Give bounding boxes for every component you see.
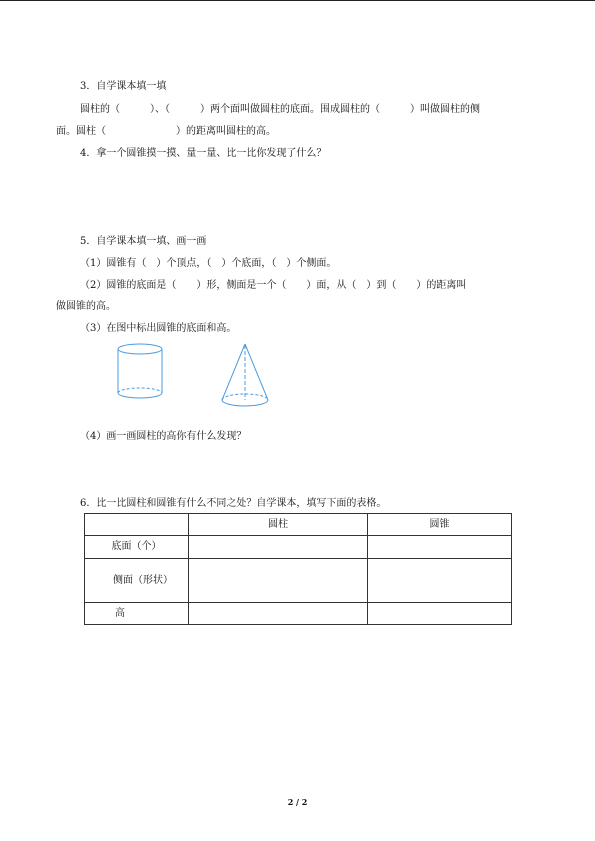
- row-label-base: 底面（个）: [85, 536, 189, 559]
- table-row: [85, 559, 512, 603]
- q4-title: 4．拿一个圆锥摸一摸、量一量、比一比你发现了什么？: [80, 148, 327, 159]
- table-header-cone: 圆锥: [368, 514, 512, 536]
- page-top-rule: [0, 0, 595, 1]
- row-label-side-text: 侧面（形状）: [113, 574, 173, 586]
- comparison-table: [84, 513, 512, 625]
- q6-title: 6．比一比圆柱和圆锥有什么不同之处？自学课本，填写下面的表格。: [80, 498, 387, 509]
- table-header-cell: [85, 514, 189, 536]
- q5-part2-line2: 做圆锥的高。: [56, 301, 116, 312]
- q3-title: 3．自学课本填一填: [80, 81, 167, 92]
- row-label-height: [85, 603, 189, 625]
- q5-part3: （3）在图中标出圆锥的底面和高。: [80, 323, 237, 334]
- row-label-side: [85, 559, 189, 603]
- table-cell-input[interactable]: [368, 536, 512, 559]
- cone-figure: [218, 340, 274, 414]
- table-cell-input[interactable]: [189, 559, 368, 603]
- table-cell-input[interactable]: [368, 559, 512, 603]
- table-cell-input[interactable]: [189, 603, 368, 625]
- q3-line1: 圆柱的（ ）、（ ）两个面叫做圆柱的底面。围成圆柱的（ ）叫做圆柱的侧: [80, 104, 480, 115]
- table-row: [85, 603, 512, 625]
- table-header-cylinder: 圆柱: [189, 514, 368, 536]
- q5-part1: （1）圆锥有（ ）个顶点，（ ）个底面，（ ）个侧面。: [80, 258, 337, 269]
- q5-part4: （4）画一画圆柱的高你有什么发现？: [80, 431, 247, 442]
- cylinder-figure: [112, 340, 168, 404]
- page-number: 2 / 2: [287, 797, 308, 807]
- table-row: [85, 536, 512, 559]
- table-cell-input[interactable]: [368, 603, 512, 625]
- table-header-row: [85, 514, 512, 536]
- row-label-height-text: 高: [115, 607, 125, 619]
- table-cell-input[interactable]: [189, 536, 368, 559]
- q5-part2-line1: （2）圆锥的底面是（ ）形，侧面是一个（ ）面，从（ ）到（ ）的距离叫: [80, 280, 467, 291]
- q3-line2: 面。圆柱（ ）的距离叫圆柱的高。: [56, 126, 276, 137]
- q5-title: 5．自学课本填一填、画一画: [80, 236, 207, 247]
